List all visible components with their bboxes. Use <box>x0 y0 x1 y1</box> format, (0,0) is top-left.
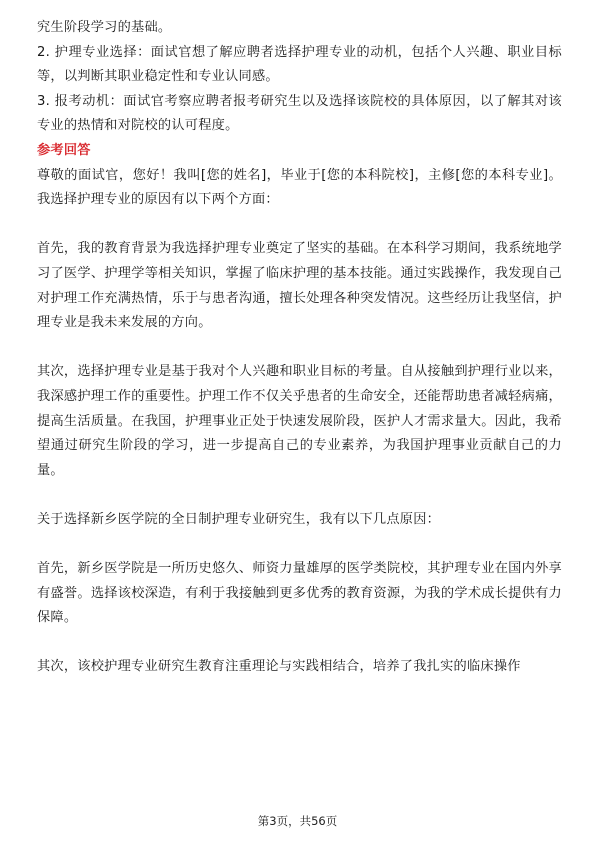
paragraph-spacer <box>37 532 562 557</box>
reference-answer-heading: 参考回答 <box>37 142 91 158</box>
paragraph-continuation: 究生阶段学习的基础。 <box>37 20 172 35</box>
paragraph-spacer <box>37 336 562 361</box>
answer-paragraph-school-intro: 关于选择新乡医学院的全日制护理专业研究生，我有以下几点原因： <box>37 511 441 527</box>
page-number-footer: 第3页，共56页 <box>257 814 338 828</box>
list-item-application-motivation: 3. 报考动机：面试官考察应聘者报考研究生以及选择该院校的具体原因，以了解其对该专业的热情和对院校的认可程度。 <box>37 93 562 134</box>
answer-paragraph-interest: 其次，选择护理专业是基于我对个人兴趣和职业目标的考量。自从接触到护理行业以来，我深感护理工作的重要性。护理工作不仅关乎患者的生命安全，还能帮助患者减轻病痛，提高生活质量。在我国，护理事业正处于快速发展阶段，医护人才需求量大。因此，我希望通过研究生阶段的学习，进一步提高自己的专业素养，为我国护理事业贡献自己的力量。 <box>37 364 562 478</box>
paragraph-spacer <box>37 213 562 238</box>
answer-paragraph-program-practice: 其次，该校护理专业研究生教育注重理论与实践相结合，培养了我扎实的临床操作 <box>37 659 521 675</box>
paragraph-spacer <box>37 631 562 656</box>
answer-paragraph-education: 首先，我的教育背景为我选择护理专业奠定了坚实的基础。在本科学习期间，我系统地学习了医学、护理学等相关知识，掌握了临床护理的基本技能。通过实践操作，我发现自己对护理工作充满热情，乐于与患者沟通，擅长处理各种突发情况。这些经历让我坚信，护理专业是我未来发展的方向。 <box>37 241 562 331</box>
list-item-major-choice: 2. 护理专业选择：面试官想了解应聘者选择护理专业的动机，包括个人兴趣、职业目标等，以判断其职业稳定性和专业认同感。 <box>37 44 562 85</box>
paragraph-spacer <box>37 483 562 508</box>
page-content <box>37 16 562 680</box>
answer-greeting: 尊敬的面试官，您好！我叫[您的姓名]，毕业于[您的本科院校]，主修[您的本科专业]。我选择护理专业的原因有以下两个方面： <box>37 167 562 208</box>
answer-paragraph-school-reputation: 首先，新乡医学院是一所历史悠久、师资力量雄厚的医学类院校，其护理专业在国内外享有盛誉。选择该校深造，有利于我接触到更多优秀的教育资源，为我的学术成长提供有力保障。 <box>37 561 562 626</box>
